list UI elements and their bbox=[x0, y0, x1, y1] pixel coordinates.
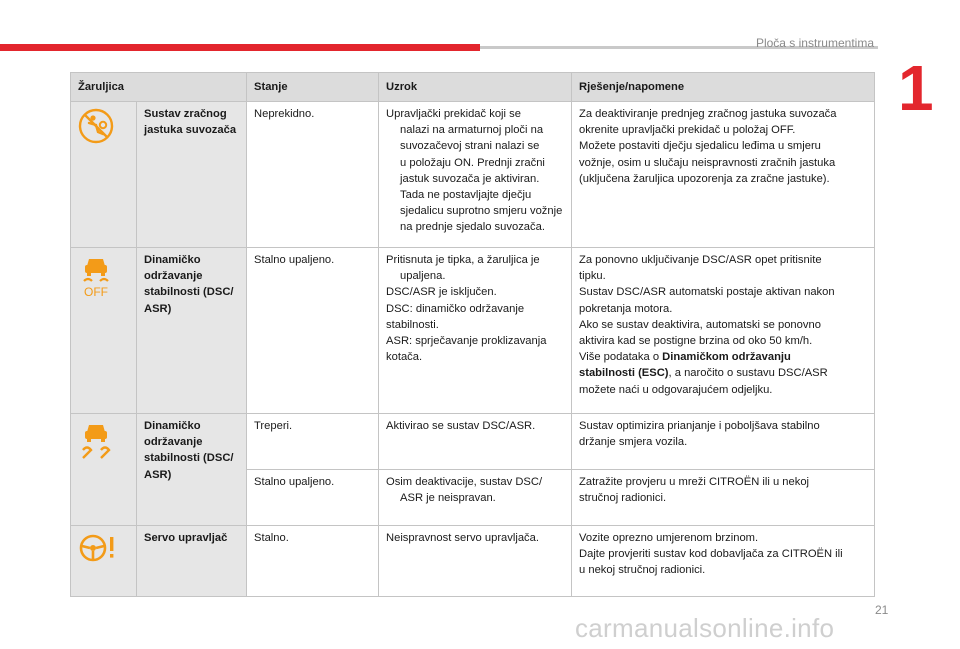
header-solution: Rješenje/napomene bbox=[572, 73, 875, 102]
airbag-off-icon bbox=[78, 108, 114, 149]
state-cell: Stalno. bbox=[247, 526, 379, 597]
icon-cell bbox=[71, 102, 137, 248]
solution-cell: Zatražite provjeru u mreži CITROËN ili u nekoj stručnoj radionici. bbox=[572, 470, 875, 526]
indicator-name: Sustav zračnog jastuka suvozača bbox=[137, 102, 247, 248]
solution-cell: Za ponovno uključivanje DSC/ASR opet pritisnite tipku. Sustav DSC/ASR automatski postaje aktivan nakon pokretanja motora. Ako se sustav deaktivira, automatski se ponovno aktivira kad se postigne brzina od oko 50 km/h. Više podataka o Dinamičkom održavanju stabilnosti (ESC), a naročito o sustavu DSC/ASR možete naći u odgovarajućem odjeljku. bbox=[572, 248, 875, 414]
cause-cell: Aktivirao se sustav DSC/ASR. bbox=[379, 414, 572, 470]
icon-cell bbox=[71, 248, 137, 414]
icon-cell bbox=[71, 414, 137, 526]
section-title: Ploča s instrumentima bbox=[755, 36, 874, 50]
header-indicator: Žaruljica bbox=[71, 73, 247, 102]
table-row bbox=[71, 248, 875, 414]
table-row bbox=[71, 526, 875, 597]
cause-cell: Neispravnost servo upravljača. bbox=[379, 526, 572, 597]
state-cell: Stalno upaljeno. bbox=[247, 248, 379, 414]
state-cell: Treperi. bbox=[247, 414, 379, 470]
cause-cell: Osim deaktivacije, sustav DSC/ ASR je neispravan. bbox=[379, 470, 572, 526]
header-state: Stanje bbox=[247, 73, 379, 102]
header-cause: Uzrok bbox=[379, 73, 572, 102]
state-cell: Stalno upaljeno. bbox=[247, 470, 379, 526]
table-header-row bbox=[71, 73, 875, 102]
indicator-name: Dinamičko održavanje stabilnosti (DSC/ ASR) bbox=[137, 414, 247, 526]
chapter-number: 1 bbox=[898, 52, 934, 124]
indicator-name: Servo upravljač bbox=[137, 526, 247, 597]
stability-control-icon bbox=[78, 420, 114, 465]
table-row bbox=[71, 102, 875, 248]
off-label: OFF bbox=[84, 285, 108, 298]
header-red-bar bbox=[0, 44, 480, 51]
stability-off-icon bbox=[78, 254, 114, 303]
cross-reference: Dinamičkom održavanju bbox=[662, 351, 791, 364]
page-number: 21 bbox=[875, 603, 889, 617]
cause-cell: Upravljački prekidač koji se nalazi na armaturnoj ploči na suvozačevoj strani nalazi se u položaju ON. Prednji zračni jastuk suvozača je aktiviran. Tada ne postavljajte dječju sjedalicu suprotno smjeru vožnje na prednje sjedalo suvozača. bbox=[379, 102, 572, 248]
power-steering-warning-icon bbox=[78, 532, 118, 569]
cross-reference: stabilnosti (ESC) bbox=[579, 367, 669, 380]
warning-lights-table bbox=[70, 72, 875, 597]
state-cell: Neprekidno. bbox=[247, 102, 379, 248]
watermark: carmanualsonline.info bbox=[575, 613, 835, 643]
solution-cell: Za deaktiviranje prednjeg zračnog jastuka suvozača okrenite upravljački prekidač u položaj OFF. Možete postaviti dječju sjedalicu leđima u smjeru vožnje, osim u slučaju neispravnosti zračnih jastuka (uključena žaruljica upozorenja za zračne jastuke). bbox=[572, 102, 875, 248]
indicator-name: Dinamičko održavanje stabilnosti (DSC/ ASR) bbox=[137, 248, 247, 414]
icon-cell bbox=[71, 526, 137, 597]
cause-cell: Pritisnuta je tipka, a žaruljica je upaljena. DSC/ASR je isključen. DSC: dinamičko održavanje stabilnosti. ASR: sprječavanje proklizavanja kotača. bbox=[379, 248, 572, 414]
table-row bbox=[71, 414, 875, 470]
solution-cell: Sustav optimizira prianjanje i poboljšava stabilno držanje smjera vozila. bbox=[572, 414, 875, 470]
solution-cell: Vozite oprezno umjerenom brzinom. Dajte provjeriti sustav kod dobavljača za CITROËN ili u nekoj stručnoj radionici. bbox=[572, 526, 875, 597]
